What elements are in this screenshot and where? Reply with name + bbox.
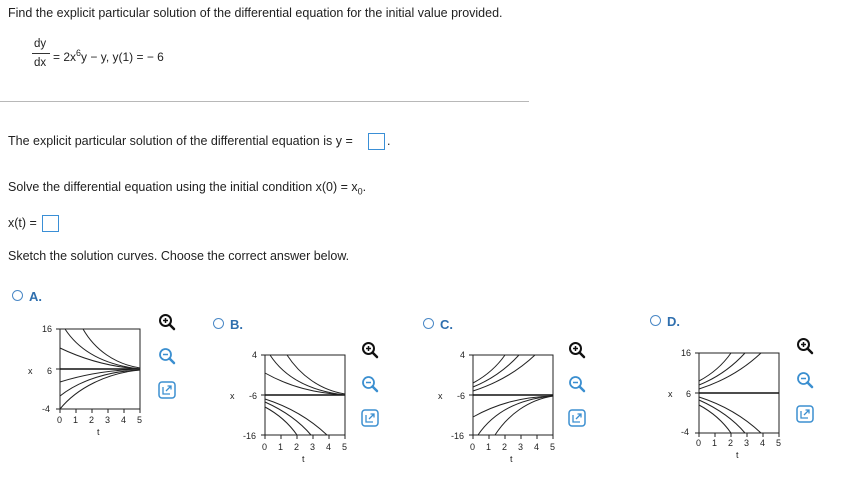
answer-input-y[interactable]	[368, 133, 385, 150]
option-b-graph	[225, 347, 355, 467]
question-prompt: Find the explicit particular solution of the differential equation for the initial value provided.	[8, 6, 503, 20]
option-d-curve	[699, 353, 761, 389]
option-b-y-top: 4	[252, 350, 258, 360]
option-b-curve	[265, 399, 327, 435]
part1-text: The explicit particular solution of the differential equation is y =	[8, 134, 353, 148]
option-b-label[interactable]: B.	[230, 317, 243, 332]
option-b-y-mid: -6	[249, 391, 258, 401]
option-d-x-tick-label: 1	[712, 438, 718, 448]
option-c-x-axis-label: t	[510, 454, 513, 464]
option-c-x-tick-label: 5	[550, 442, 556, 452]
option-b-zoom-out-icon[interactable]	[361, 375, 379, 393]
option-c-x-tick-label: 0	[470, 442, 476, 452]
option-b-x-tick-label: 3	[310, 442, 316, 452]
option-d-curve	[699, 400, 745, 433]
option-b-open-in-new-window-icon[interactable]	[361, 409, 379, 427]
option-a-curve	[83, 329, 140, 368]
option-a-open-in-new-window-icon[interactable]	[158, 381, 176, 399]
option-a-x-tick-label: 2	[89, 415, 95, 425]
option-a-y-mid: 6	[47, 366, 53, 376]
option-a-y-bottom: -4	[42, 404, 51, 414]
option-a-zoom-in-icon[interactable]	[158, 313, 176, 331]
option-b-x-tick-label: 1	[278, 442, 284, 452]
option-d-open-in-new-window-icon[interactable]	[796, 405, 814, 423]
option-d-zoom-in-icon[interactable]	[796, 337, 814, 355]
section-divider	[0, 101, 529, 102]
option-a-graph	[25, 322, 155, 442]
part2-answer-label: x(t) =	[8, 216, 37, 230]
equation-rhs-base: = 2x	[53, 50, 77, 64]
option-d-zoom-out-icon[interactable]	[796, 371, 814, 389]
option-c-x-tick-label: 4	[534, 442, 540, 452]
option-b-x-tick-label: 2	[294, 442, 300, 452]
equation-numerator: dy	[34, 38, 47, 50]
option-a-y-top: 16	[42, 324, 53, 334]
option-d-y-bottom: -4	[681, 427, 690, 437]
option-c-radio[interactable]	[423, 318, 434, 329]
option-c-y-top: 4	[460, 350, 466, 360]
option-d-x-axis-label: t	[736, 450, 739, 460]
option-d-x-tick-label: 4	[760, 438, 766, 448]
option-d-x-tick-label: 2	[728, 438, 734, 448]
option-c-label[interactable]: C.	[440, 317, 453, 332]
option-d-x-ticks	[699, 433, 779, 437]
option-a-curve	[60, 370, 140, 396]
part2-subscript: 0	[357, 186, 363, 197]
option-c-x-tick-label: 2	[502, 442, 508, 452]
part2-text-after: .	[362, 180, 367, 194]
part2-text-before: Solve the differential equation using the initial condition x(0) = x	[8, 180, 358, 194]
option-a-y-axis-marker: x	[28, 366, 33, 376]
option-a-x-tick-label: 5	[137, 415, 143, 425]
option-b-zoom-in-icon[interactable]	[361, 341, 379, 359]
option-c-open-in-new-window-icon[interactable]	[568, 409, 586, 427]
option-c-y-mid: -6	[457, 391, 466, 401]
option-d-graph	[662, 345, 792, 465]
option-c-y-axis-marker: x	[438, 391, 443, 401]
option-a-zoom-out-icon[interactable]	[158, 347, 176, 365]
option-d-y-axis-marker: x	[668, 389, 673, 399]
option-a-x-axis-label: t	[97, 427, 100, 437]
equation-denominator: dx	[34, 57, 47, 69]
option-c-zoom-in-icon[interactable]	[568, 341, 586, 359]
option-d-y-mid: 6	[686, 389, 692, 399]
option-c-y-bottom: -16	[451, 431, 465, 441]
option-b-x-axis-label: t	[302, 454, 305, 464]
option-a-label[interactable]: A.	[29, 289, 42, 304]
option-a-radio[interactable]	[12, 290, 23, 301]
option-d-y-top: 16	[681, 348, 692, 358]
option-b-curve	[287, 355, 345, 394]
option-d-x-tick-label: 5	[776, 438, 782, 448]
part3-text: Sketch the solution curves. Choose the correct answer below.	[8, 249, 350, 263]
option-b-x-ticks	[265, 435, 345, 439]
option-b-y-axis-marker: x	[230, 391, 235, 401]
option-c-x-ticks	[473, 435, 553, 439]
fraction-bar	[32, 53, 50, 54]
option-c-zoom-out-icon[interactable]	[568, 375, 586, 393]
option-a-x-tick-label: 3	[105, 415, 111, 425]
option-b-x-tick-label: 5	[342, 442, 348, 452]
option-b-x-tick-label: 4	[326, 442, 332, 452]
part2-text	[8, 180, 366, 197]
option-c-curve	[473, 355, 535, 391]
option-d-x-tick-label: 3	[744, 438, 750, 448]
option-b-y-bottom: -16	[243, 431, 257, 441]
option-b-radio[interactable]	[213, 318, 224, 329]
option-c-curve	[478, 396, 553, 435]
option-d-radio[interactable]	[650, 315, 661, 326]
option-c-x-tick-label: 3	[518, 442, 524, 452]
option-b-curve	[265, 407, 297, 435]
equation-rhs	[53, 48, 164, 64]
part1-trailing: .	[387, 134, 391, 148]
equation-exponent: 6	[76, 48, 82, 58]
option-a-x-tick-label: 1	[73, 415, 79, 425]
option-d-label[interactable]: D.	[667, 314, 680, 329]
answer-input-x[interactable]	[42, 215, 59, 232]
option-d-x-tick-label: 0	[696, 438, 702, 448]
option-d-curve	[699, 405, 731, 433]
option-c-x-tick-label: 1	[486, 442, 492, 452]
option-a-x-tick-label: 0	[57, 415, 63, 425]
option-b-x-tick-label: 0	[262, 442, 268, 452]
equation-rhs-rest: y − y, y(1) = − 6	[81, 50, 164, 64]
option-a-x-ticks	[60, 409, 140, 413]
option-a-x-tick-label: 4	[121, 415, 127, 425]
option-c-graph	[433, 347, 563, 467]
option-b-curve	[265, 402, 311, 435]
option-d-curve	[699, 397, 761, 433]
